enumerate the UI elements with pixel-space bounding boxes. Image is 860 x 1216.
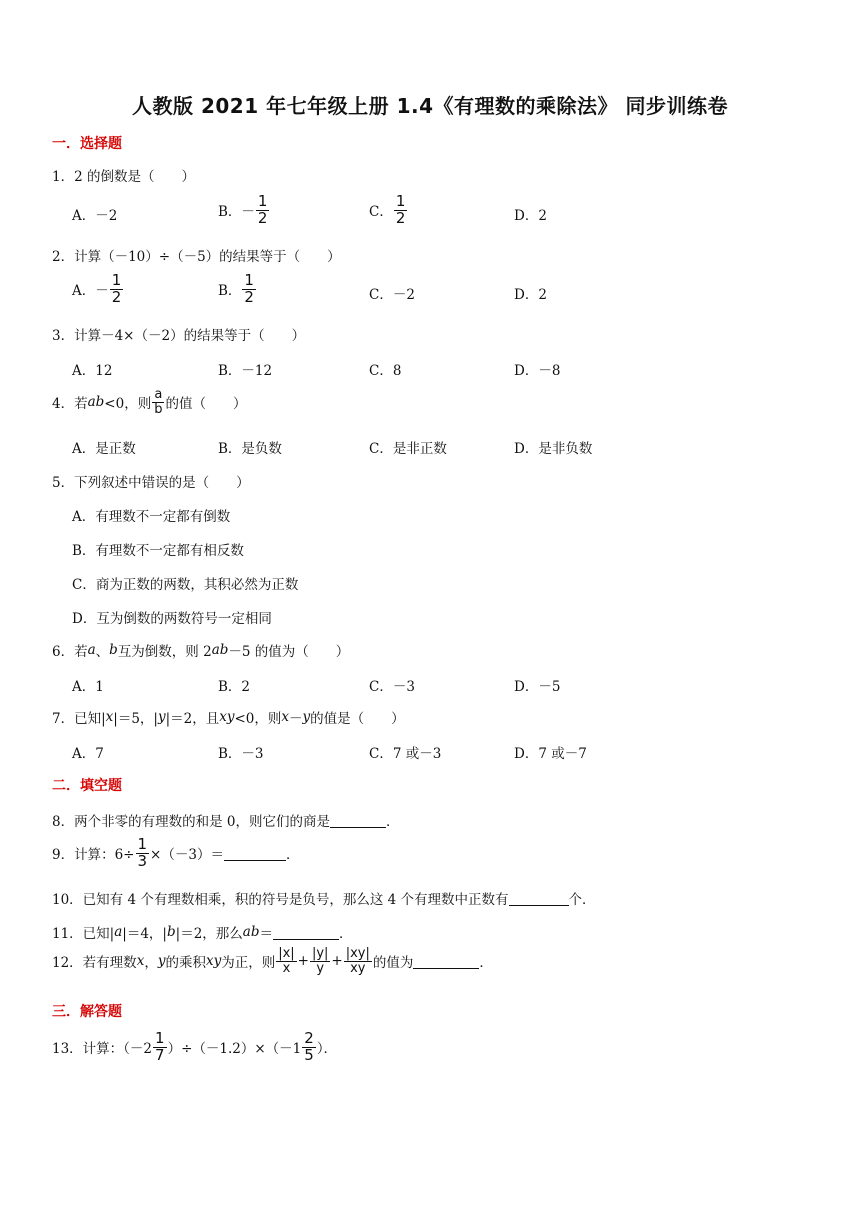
- variable: a: [87, 642, 96, 658]
- option-label: C．: [369, 204, 393, 221]
- question-7-option-b: B．－3: [218, 746, 264, 762]
- stem-text: 8．两个非零的有理数的和是 0，则它们的商是: [52, 814, 330, 830]
- question-1-option-d: D．2: [514, 208, 547, 224]
- plus-sign: +: [331, 953, 343, 970]
- question-1-option-c: [369, 194, 408, 227]
- question-2-option-d: D．2: [514, 287, 547, 303]
- variable: b: [166, 924, 176, 940]
- fraction: [344, 947, 372, 975]
- question-6-option-b: B．2: [218, 679, 251, 695]
- question-1-option-a: A．－2: [72, 208, 118, 224]
- stem-text: 9．计算：6÷: [52, 847, 135, 864]
- stem-text: 13．计算：（－2: [52, 1041, 153, 1058]
- question-6-option-a: A．1: [72, 679, 104, 695]
- variable: ab: [211, 642, 229, 658]
- question-11-stem: [52, 922, 352, 942]
- question-1-option-b: [218, 194, 270, 227]
- stem-text: －5 的值为（ ）: [228, 644, 350, 660]
- answer-blank: [273, 925, 339, 940]
- stem-text: |＝2，且: [165, 711, 220, 727]
- denominator: x: [282, 960, 291, 976]
- stem-text: ．: [385, 814, 400, 830]
- section-heading-solve: 三．解答题: [52, 1004, 122, 1020]
- fraction: [152, 388, 164, 416]
- plus-sign: +: [297, 953, 309, 970]
- question-12-stem: [52, 947, 493, 975]
- stem-text: ）÷（－1.2）×（－1: [167, 1041, 302, 1058]
- stem-text: －: [289, 711, 303, 727]
- stem-text: |＝4，|: [122, 926, 167, 942]
- numerator: 1: [395, 192, 406, 210]
- fraction: [256, 194, 270, 227]
- denominator: 3: [137, 851, 148, 870]
- variable: y: [302, 709, 311, 725]
- question-10-stem: [52, 888, 596, 908]
- question-5-option-c: C．商为正数的两数，其积必然为正数: [72, 577, 299, 593]
- denominator: b: [154, 401, 163, 417]
- stem-text: 6．若: [52, 644, 88, 660]
- denominator: 2: [257, 208, 268, 227]
- denominator: 2: [111, 287, 122, 306]
- stem-text: 的值是（ ）: [310, 711, 405, 727]
- stem-text: 的乘积: [165, 955, 206, 972]
- variable: y: [157, 709, 166, 725]
- numerator: 1: [155, 1029, 165, 1047]
- section-heading-choice: 一．选择题: [52, 136, 122, 152]
- stem-text: <0，则: [104, 396, 152, 413]
- stem-text: 、: [95, 644, 110, 660]
- variable: ab: [242, 924, 260, 940]
- question-4-stem: [52, 388, 246, 416]
- variable: b: [109, 642, 118, 658]
- question-3-option-d: D．－8: [514, 363, 561, 379]
- denominator: 7: [155, 1045, 165, 1064]
- question-5-option-d: D．互为倒数的两数符号一定相同: [72, 611, 272, 627]
- stem-text: ）．: [316, 1041, 338, 1058]
- question-9-stem: [52, 837, 299, 870]
- question-2-stem: 2．计算（－10）÷（－5）的结果等于（ ）: [52, 249, 341, 265]
- question-5-stem: 5．下列叙述中错误的是（ ）: [52, 475, 250, 491]
- option-label: B．: [218, 283, 242, 300]
- answer-blank: [413, 954, 479, 969]
- question-5-option-b: B．有理数不一定都有相反数: [72, 543, 244, 559]
- variable: x: [105, 709, 114, 725]
- numerator: |y|: [311, 946, 329, 961]
- stem-text: ×（－3）＝: [150, 847, 224, 864]
- variable: x: [136, 953, 145, 970]
- mixed-fraction: [302, 1031, 316, 1064]
- answer-blank: [224, 846, 286, 861]
- answer-blank: [330, 813, 386, 828]
- question-6-option-c: C．－3: [369, 679, 415, 695]
- numerator: 1: [137, 835, 148, 853]
- variable: y: [157, 953, 166, 970]
- question-6-option-d: D．－5: [514, 679, 561, 695]
- question-2-option-b: [218, 273, 257, 306]
- stem-text: 12．若有理数: [52, 955, 137, 972]
- stem-text: |＝2，那么: [175, 926, 243, 942]
- question-3-stem: 3．计算－4×（－2）的结果等于（ ）: [52, 328, 306, 344]
- stem-text: ．: [338, 926, 353, 942]
- question-5-option-a: A．有理数不一定都有倒数: [72, 509, 231, 525]
- question-2-option-c: C．－2: [369, 287, 415, 303]
- question-4-option-c: C．是非正数: [369, 441, 447, 457]
- numerator: |xy|: [345, 946, 370, 961]
- question-4-option-d: D．是非负数: [514, 441, 593, 457]
- question-1-stem: 1．2 的倒数是（ ）: [52, 169, 195, 185]
- variable: ab: [87, 394, 105, 411]
- denominator: xy: [350, 960, 366, 976]
- fraction: [242, 273, 256, 306]
- option-label: B．－: [218, 204, 255, 221]
- stem-text: |＝5，|: [113, 711, 158, 727]
- numerator: 1: [257, 192, 268, 210]
- question-7-option-d: D．7 或－7: [514, 746, 587, 762]
- option-label: A．－: [72, 283, 109, 300]
- stem-text: <0，则: [234, 711, 282, 727]
- question-3-option-c: C．8: [369, 363, 402, 379]
- denominator: 5: [304, 1045, 314, 1064]
- fraction: [110, 273, 124, 306]
- question-7-stem: [52, 707, 405, 727]
- stem-text: ，: [144, 955, 158, 972]
- variable: xy: [219, 709, 235, 725]
- mixed-fraction: [153, 1031, 167, 1064]
- question-7-option-c: C．7 或－3: [369, 746, 442, 762]
- stem-text: 为正，则: [221, 955, 276, 972]
- answer-blank: [509, 891, 569, 906]
- question-3-option-b: B．－12: [218, 363, 273, 379]
- stem-text: ．: [285, 847, 300, 864]
- stem-text: 7．已知|: [52, 711, 106, 727]
- question-7-option-a: A．7: [72, 746, 104, 762]
- stem-text: ．: [479, 955, 493, 972]
- stem-text: 4．若: [52, 396, 88, 413]
- question-13-stem: [52, 1031, 337, 1064]
- denominator: 2: [395, 208, 406, 227]
- variable: x: [281, 709, 290, 725]
- numerator: a: [154, 387, 163, 402]
- stem-text: 的值为: [372, 955, 414, 972]
- stem-text: 11．已知|: [52, 926, 115, 942]
- numerator: 1: [111, 271, 122, 289]
- fraction: [310, 947, 330, 975]
- stem-text: 的值（ ）: [165, 396, 247, 413]
- stem-text: ＝: [259, 926, 273, 942]
- numerator: 1: [244, 271, 254, 289]
- fraction: [276, 947, 296, 975]
- question-3-option-a: A．12: [72, 363, 113, 379]
- denominator: 2: [244, 287, 254, 306]
- variable: a: [114, 924, 123, 940]
- variable: xy: [205, 953, 222, 970]
- question-6-stem: [52, 640, 349, 660]
- question-4-option-a: A．是正数: [72, 441, 136, 457]
- section-heading-fill: 二．填空题: [52, 778, 122, 794]
- question-8-stem: [52, 810, 399, 830]
- stem-text: 10．已知有 4 个有理数相乘，积的符号是负号，那么这 4 个有理数中正数有: [52, 892, 509, 908]
- question-4-option-b: B．是负数: [218, 441, 282, 457]
- question-2-option-a: [72, 273, 124, 306]
- numerator: |x|: [278, 946, 295, 961]
- page-title: 人教版 2021 年七年级上册 1.4《有理数的乘除法》 同步训练卷: [132, 94, 728, 118]
- fraction: [394, 194, 408, 227]
- denominator: y: [316, 960, 325, 976]
- fraction: [136, 837, 150, 870]
- numerator: 2: [304, 1029, 314, 1047]
- stem-text: 互为倒数，则 2: [117, 644, 212, 660]
- stem-text: 个．: [568, 892, 596, 908]
